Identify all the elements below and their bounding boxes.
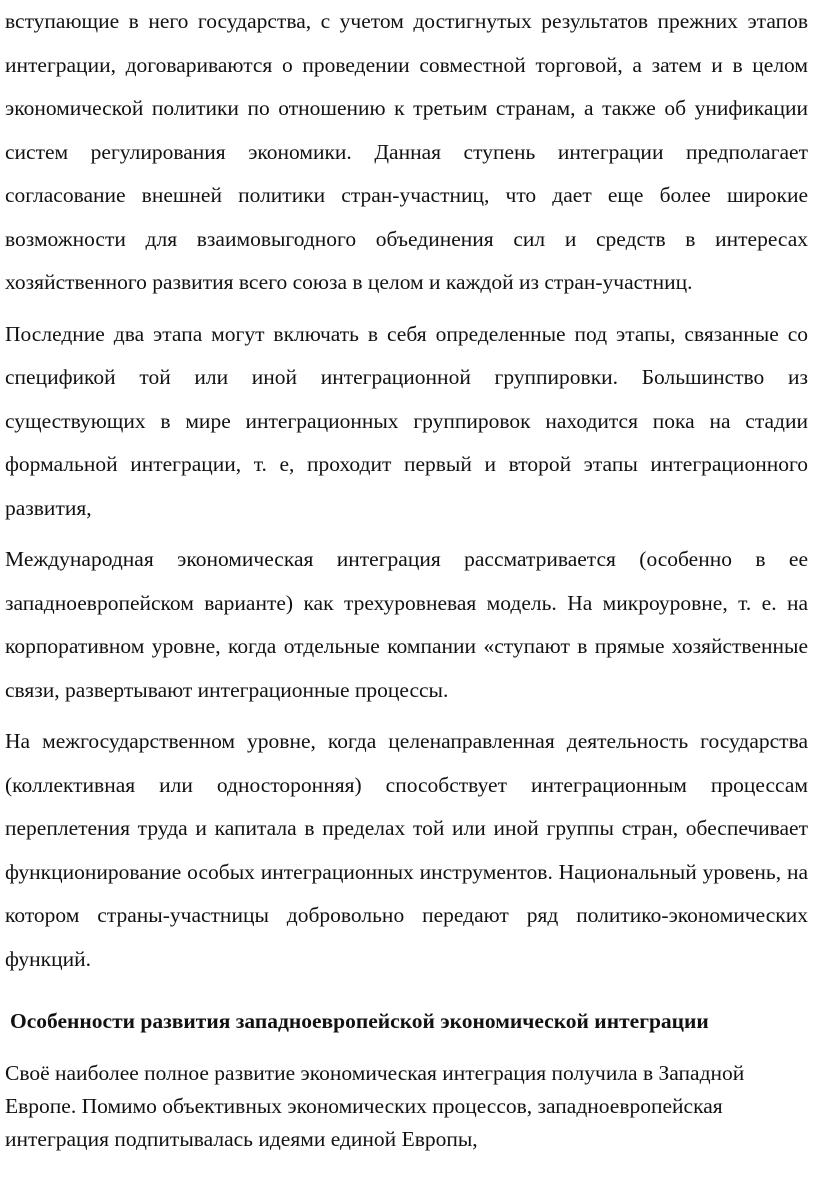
paragraph-4: На межгосударственном уровне, когда целенаправленная деятельность государства (коллективная или односторонняя) способствует интеграционным процессам переплетения труда и капитала в пределах той или иной группы стран, обеспечивает функционирование особых интеграционных инструментов. Национальный уровень, на котором страны-участницы добровольно передают ряд политико-экономических функций.: [5, 729, 808, 971]
paragraph-2: Последние два этапа могут включать в себя определенные под этапы, связанные со спецификой той или иной интеграционной группировки. Большинство из существующих в мире интеграционных группировок находится пока на стадии формальной интеграции, т. е, проходит первый и второй этапы интеграционного развития,: [5, 321, 808, 520]
paragraph-3: Международная экономическая интеграция рассматривается (особенно в ее западноевропейском варианте) как трехуровневая модель. На микроуровне, т. е. на корпоративном уровне, когда отдельные компании «ступают в прямые хозяйственные связи, развертывают интеграционные процессы.: [5, 547, 808, 702]
paragraph-5: Своё наиболее полное развитие экономическая интеграция получила в Западной Европе. Помимо объективных экономических процессов, западноевропейская интеграция подпитывалась идеями единой Европы,: [5, 1061, 745, 1151]
section-heading: Особенности развития западноевропейской экономической интеграции: [10, 1009, 709, 1033]
paragraph-1: вступающие в него государства, с учетом достигнутых результатов прежних этапов интеграции, договариваются о проведении совместной торговой, а затем и в целом экономической политики по отношению к третьим странам, а также об унификации систем регулирования экономики. Данная ступень интеграции предполагает согласование внешней политики стран-участниц, что дает еще более широкие возможности для взаимовыгодного объединения сил и средств в интересах хозяйственного развития всего союза в целом и каждой из стран-участниц.: [5, 9, 808, 294]
